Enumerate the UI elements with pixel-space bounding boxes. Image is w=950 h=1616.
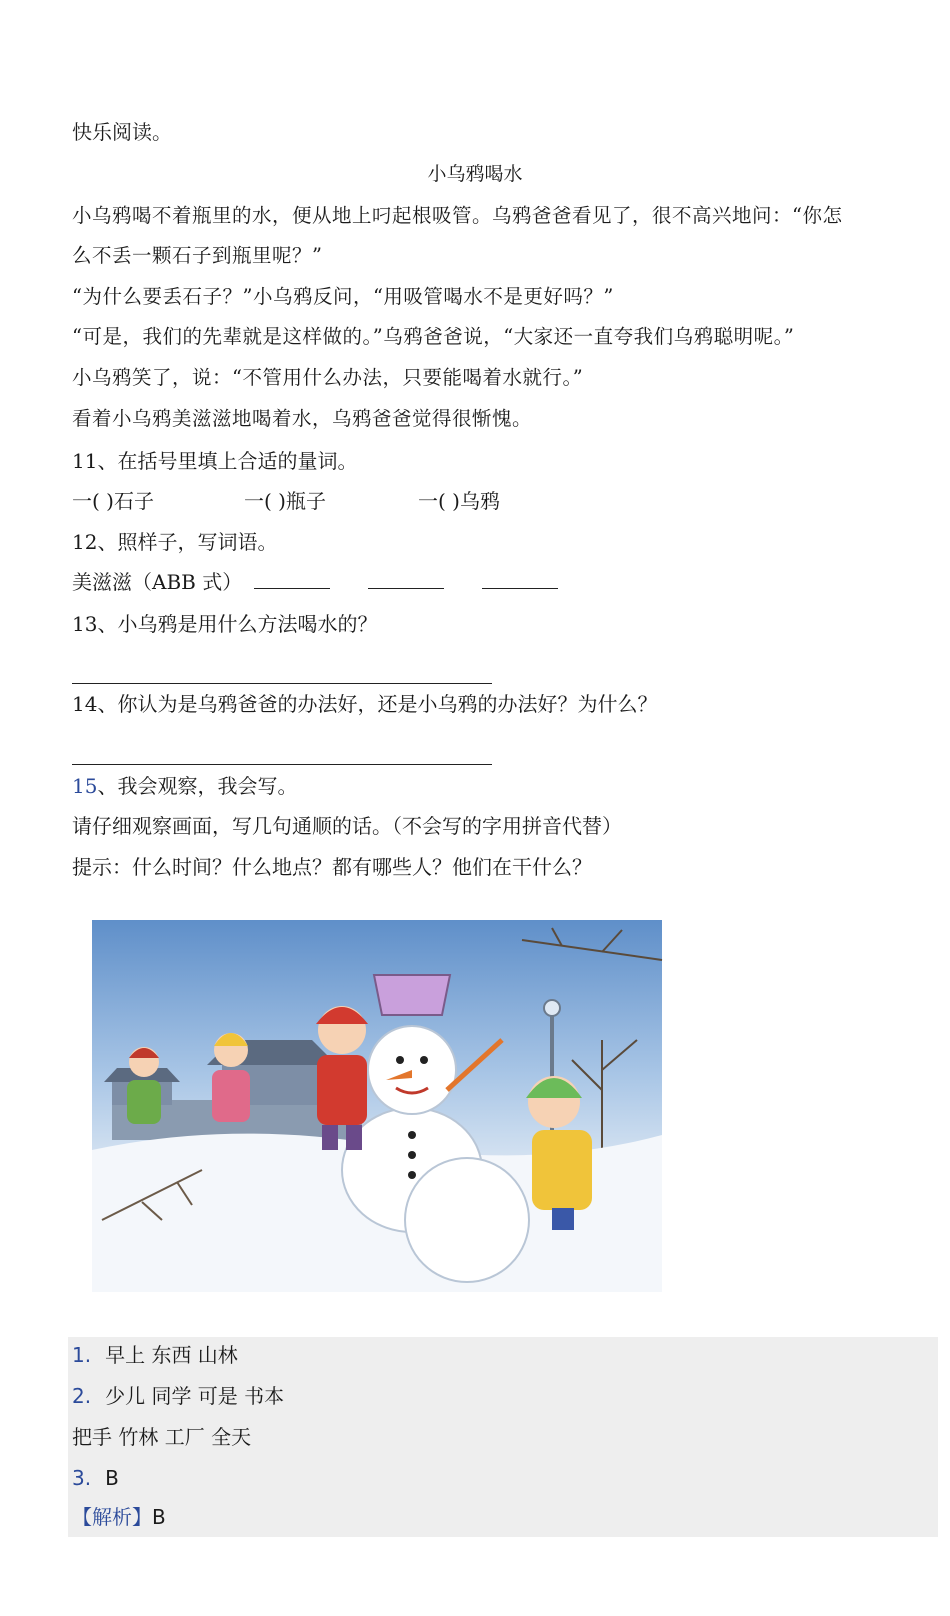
question-15-hint: 提示：什么时间？什么地点？都有哪些人？他们在干什么？ — [72, 855, 592, 879]
question-13: 13、小乌鸦是用什么方法喝水的？ — [72, 612, 378, 636]
abb-example: 美滋滋（ABB 式） — [72, 570, 243, 594]
question-12-example — [72, 568, 584, 596]
analysis-label: 【解析】 — [72, 1505, 152, 1529]
question-15-text: 、我会观察，我会写。 — [97, 774, 298, 798]
answer-2-continued: 把手 竹林 工厂 全天 — [72, 1425, 252, 1449]
answer-panel — [68, 1337, 938, 1537]
answer-2-number: 2. — [72, 1384, 92, 1408]
story-title: 小乌鸦喝水 — [427, 163, 523, 185]
answer-1 — [72, 1341, 238, 1369]
measure-word-crow: 一( )乌鸦 — [418, 489, 500, 513]
question-12: 12、照样子，写词语。 — [72, 530, 278, 554]
story-line-5: 小乌鸦笑了，说：“不管用什么办法，只要能喝着水就行。” — [72, 366, 584, 389]
analysis-text: B — [152, 1505, 166, 1529]
measure-word-bottle: 一( )瓶子 — [244, 489, 326, 513]
story-line-4: “可是，我们的先辈就是这样做的。”乌鸦爸爸说，“大家还一直夸我们乌鸦聪明呢。” — [72, 325, 795, 348]
section-heading: 快乐阅读。 — [72, 120, 172, 144]
question-15 — [72, 772, 297, 800]
child-green-coat — [127, 1047, 161, 1124]
answer-line-14[interactable] — [72, 764, 492, 765]
story-line-1: 小乌鸦喝不着瓶里的水，便从地上叼起根吸管。乌鸦爸爸看见了，很不高兴地问：“你怎 — [72, 204, 843, 227]
story-line-6: 看着小乌鸦美滋滋地喝着水，乌鸦爸爸觉得很惭愧。 — [72, 407, 533, 430]
answer-1-text: 早上 东西 山林 — [105, 1343, 238, 1367]
answer-blank-1[interactable] — [254, 570, 330, 589]
question-15-number: 15 — [72, 774, 98, 798]
question-15-instruction: 请仔细观察画面，写几句通顺的话。（不会写的字用拼音代替） — [72, 814, 622, 838]
answer-blank-3[interactable] — [482, 570, 558, 589]
answer-2 — [72, 1382, 284, 1410]
bucket-hat — [374, 975, 450, 1015]
answer-3 — [72, 1464, 119, 1492]
child-pink-coat — [212, 1033, 250, 1122]
question-11: 11、在括号里填上合适的量词。 — [72, 449, 358, 473]
question-11-items — [72, 487, 500, 515]
answer-line-13[interactable] — [72, 683, 492, 684]
answer-blank-2[interactable] — [368, 570, 444, 589]
answer-3-text: B — [105, 1466, 119, 1490]
snowball — [405, 1158, 529, 1282]
answer-1-number: 1. — [72, 1343, 92, 1367]
story-line-3: “为什么要丢石子？”小乌鸦反问，“用吸管喝水不是更好吗？” — [72, 285, 614, 308]
measure-word-stone: 一( )石子 — [72, 489, 154, 513]
question-14: 14、你认为是乌鸦爸爸的办法好，还是小乌鸦的办法好？为什么？ — [72, 692, 658, 716]
answer-2-text: 少儿 同学 可是 书本 — [105, 1384, 285, 1408]
snowman-illustration — [82, 920, 672, 1292]
answer-3-number: 3. — [72, 1466, 92, 1490]
story-line-2: 么不丢一颗石子到瓶里呢？” — [72, 244, 323, 267]
analysis — [72, 1503, 166, 1531]
